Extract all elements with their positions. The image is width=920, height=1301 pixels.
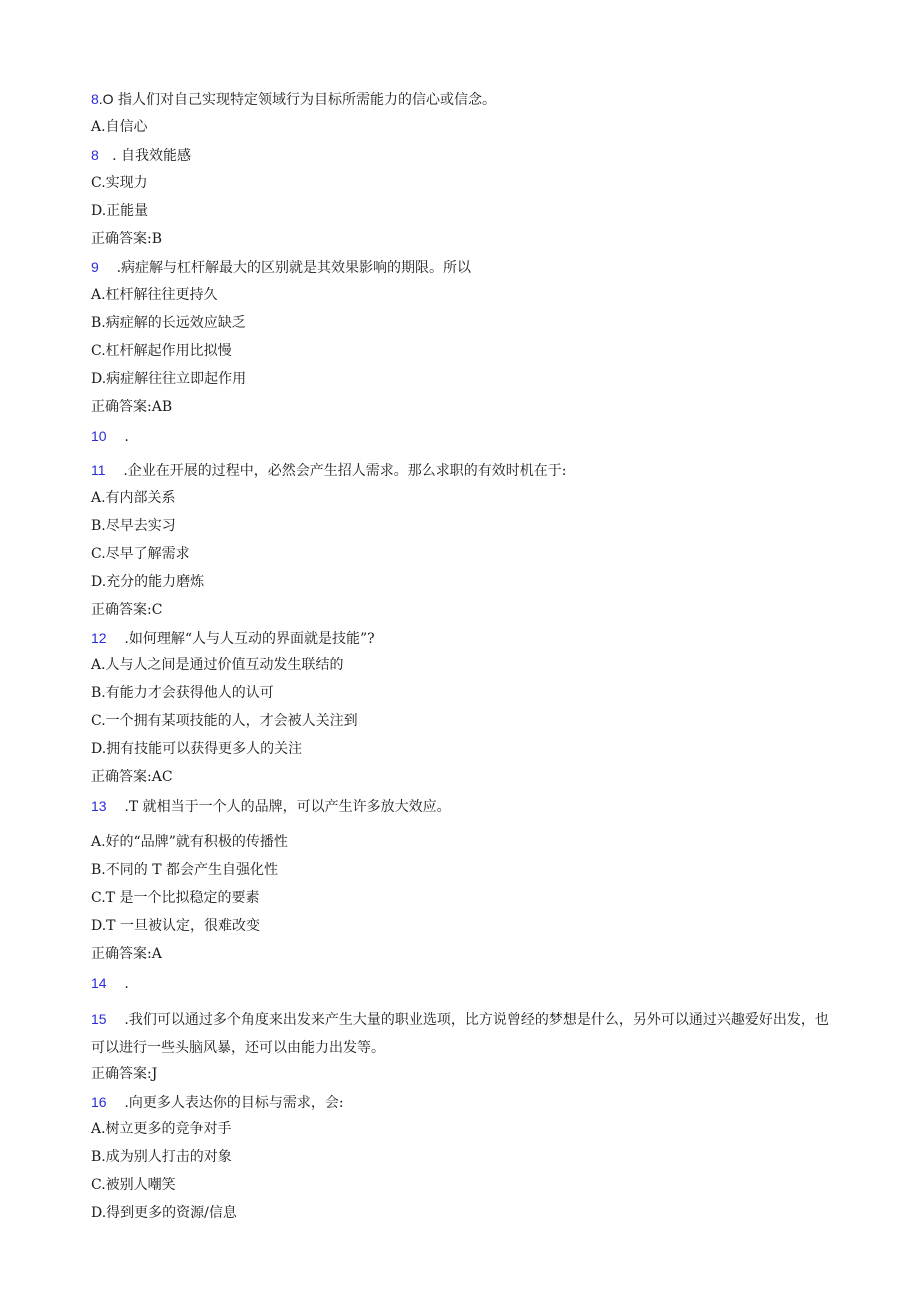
option: C.一个拥有某项技能的人，才会被人关注到 [91, 713, 358, 729]
option: C.尽早了解需求 [91, 546, 190, 562]
question-text: .如何理解“人与人互动的界面就是技能”? [124, 631, 375, 647]
question-prefix: .O [98, 91, 114, 107]
option: D.病症解往往立即起作用 [91, 371, 247, 387]
option: A.自信心 [91, 119, 148, 135]
option: B.有能力才会获得他人的认可 [91, 685, 274, 701]
option: C.T 是一个比拟稳定的要素 [91, 890, 260, 906]
question-text: . 自我效能感 [112, 148, 192, 164]
option: A.杠杆解往往更持久 [91, 287, 218, 303]
option: A.人与人之间是通过价值互动发生联结的 [91, 657, 344, 673]
option: C.杠杆解起作用比拟慢 [91, 343, 232, 359]
question-text: .企业在开展的过程中，必然会产生招人需求。那么求职的有效时机在于: [123, 463, 567, 479]
option: A.树立更多的竞争对手 [91, 1121, 232, 1137]
question-8 [91, 89, 496, 110]
option: C.实现力 [91, 175, 148, 191]
answer: 正确答案:C [91, 602, 163, 618]
question-13 [91, 796, 451, 817]
answer: 正确答案:A [91, 946, 162, 962]
answer: 正确答案:AB [91, 399, 173, 415]
question-number: 9 [91, 259, 99, 275]
question-text: .T 就相当于一个人的品牌，可以产生许多放大效应。 [124, 799, 451, 815]
question-number: 13 [91, 798, 107, 814]
question-number: 8 [91, 91, 99, 107]
option: D.得到更多的资源/信息 [91, 1205, 237, 1221]
option: B.不同的 T 都会产生自强化性 [91, 862, 278, 878]
question-10 [91, 426, 129, 447]
question-text: . [124, 976, 129, 992]
answer: 正确答案:AC [91, 769, 173, 785]
question-12 [91, 628, 375, 649]
option: C.被别人嘲笑 [91, 1177, 176, 1193]
question-16 [91, 1092, 344, 1113]
option: D.T 一旦被认定，很难改变 [91, 918, 260, 934]
question-number: 15 [91, 1011, 107, 1027]
option: D.充分的能力磨炼 [91, 574, 205, 590]
question-number: 16 [91, 1094, 107, 1110]
option: B.尽早去实习 [91, 518, 176, 534]
question-text: .病症解与杠杆解最大的区别就是其效果影响的期限。所以 [116, 260, 472, 276]
question-text: 指人们对自己实现特定领域行为目标所需能力的信心或信念。 [118, 92, 497, 108]
question-9 [91, 257, 471, 278]
option: D.拥有技能可以获得更多人的关注 [91, 741, 303, 757]
question-15 [91, 1005, 831, 1062]
question-8b [91, 145, 191, 166]
question-number: 8 [91, 147, 99, 163]
option: A.好的“品牌”就有积极的传播性 [91, 834, 288, 850]
question-14 [91, 973, 129, 994]
question-text: . [124, 429, 129, 445]
question-number: 10 [91, 428, 107, 444]
option: B.病症解的长远效应缺乏 [91, 315, 246, 331]
question-number: 11 [91, 462, 106, 478]
question-text: .向更多人表达你的目标与需求，会: [124, 1095, 344, 1111]
question-11 [91, 460, 567, 481]
option: A.有内部关系 [91, 490, 176, 506]
answer: 正确答案:J [91, 1066, 158, 1082]
question-number: 14 [91, 975, 107, 991]
option: D.正能量 [91, 203, 149, 219]
question-text: .我们可以通过多个角度来出发来产生大量的职业选项，比方说曾经的梦想是什么，另外可以通过兴趣爱好出发，也可以进行一些头脑风暴，还可以由能力出发等。 [91, 1012, 829, 1056]
question-number: 12 [91, 630, 107, 646]
option: B.成为别人打击的对象 [91, 1149, 232, 1165]
answer: 正确答案:B [91, 231, 163, 247]
